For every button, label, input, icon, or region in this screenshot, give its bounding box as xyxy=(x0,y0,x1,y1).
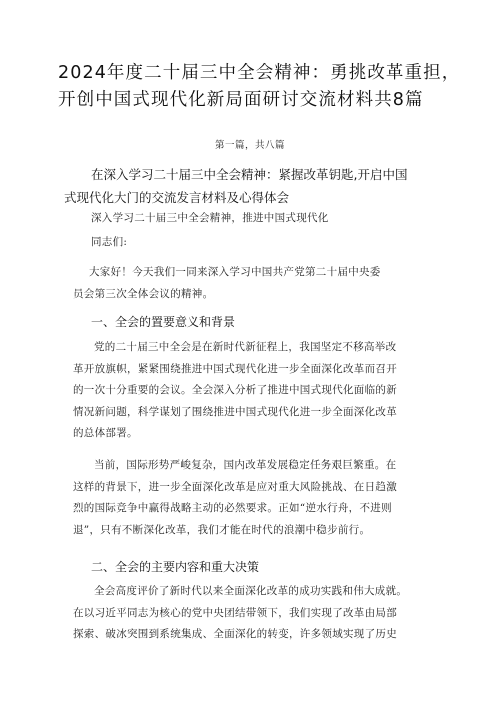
paragraph-line: 退”，只有不断深化改革，我们才能在时代的浪潮中稳步前行。 xyxy=(73,523,371,536)
paragraph-line: 这样的背景下，进一步全面深化改革是应对重大风险挑战、在日趋激 xyxy=(73,480,397,493)
paragraph-line: 党的二十届三中全会是在新时代新征程上，我国坚定不移高举改 xyxy=(94,341,397,353)
section-1-heading: 一、全会的置要意义和背景 xyxy=(91,315,236,329)
paragraph-line: 烈的国际竞争中赢得战略主动的必然要求。正如“逆水行舟，不进则 xyxy=(73,502,392,514)
subtitle xyxy=(91,208,461,230)
document-title-line-1: 2024年度二十届三中全会精神：勇挑改革重担， xyxy=(58,63,461,83)
section-1-paragraph-1 xyxy=(73,337,443,445)
part-label: 第一篇，共八篇 xyxy=(214,140,285,151)
article-title-line-1: 在深入学习二十届三中全会精神：紧握改革钥匙,开启中国 xyxy=(91,167,408,182)
paragraph-line: 在以习近平同志为核心的党中央团结带领下，我们实现了改革由局部 xyxy=(73,606,397,619)
paragraph-line: 的一次十分重要的会议。全会深入分析了推进中国式现代化面临的新 xyxy=(73,384,397,396)
section-2-paragraph-1 xyxy=(73,581,443,646)
paragraph-line: 革开放旗帜，紧紧围绕推进中国式现代化进一步全面深化改革而召开 xyxy=(73,362,397,375)
paragraph-line: 当前，国际形势严峻复杂，国内改革发展稳定任务艰巨繁重。在 xyxy=(94,459,397,471)
section-1-paragraph-2 xyxy=(73,455,443,541)
document-title xyxy=(58,60,461,114)
article-title-line-2: 式现代化大门的交流发言材料及心得体会 xyxy=(64,190,290,205)
paragraph-line: 全会高度评价了新时代以来全面深化改革的成功实践和伟大成就。 xyxy=(94,585,408,597)
article-title xyxy=(64,163,444,209)
intro-line: 大家好！今天我们一同来深入学习中国共产党第二十届中央委 xyxy=(89,266,381,278)
salutation-text: 同志们: xyxy=(91,236,128,248)
paragraph-line: 的总体部署。 xyxy=(73,427,138,439)
intro-line: 员会第三次全体会议的精神。 xyxy=(73,287,214,300)
subtitle-text: 深入学习二十届三中全会精神，推进中国式现代化 xyxy=(91,212,329,224)
paragraph-line: 探索、破冰突围到系统集成、全面深化的转变，许多领域实现了历史 xyxy=(73,628,397,640)
document-title-line-2: 开创中国式现代化新局面研讨交流材料共8篇 xyxy=(58,90,424,110)
salutation xyxy=(91,232,461,254)
intro-paragraph xyxy=(73,262,443,305)
section-2-heading: 二、全会的主要内容和重大决策 xyxy=(91,560,260,574)
paragraph-line: 情况新问题，科学谋划了围绕推进中国式现代化进一步全面深化改革 xyxy=(73,405,397,418)
